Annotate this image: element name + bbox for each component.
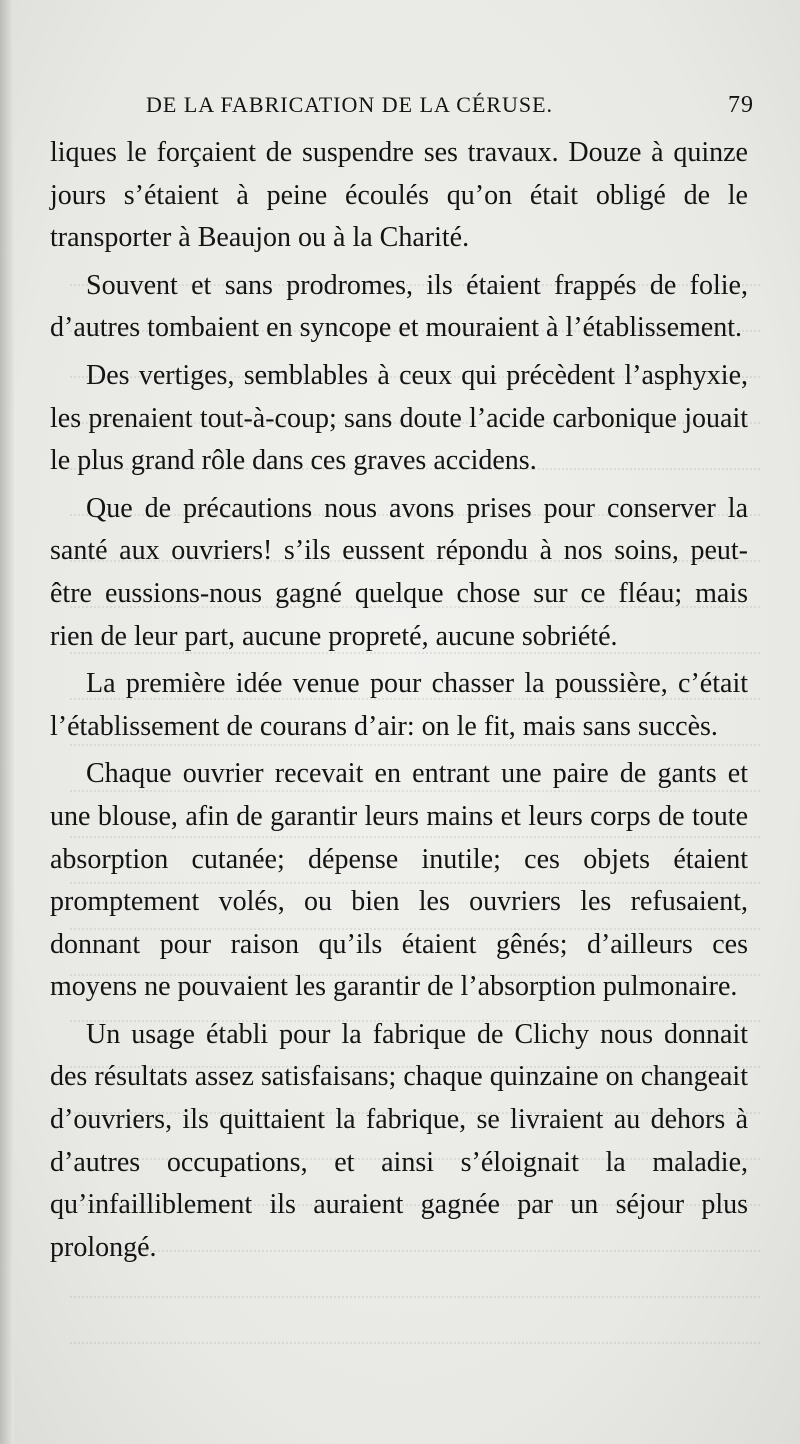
paragraph: liques le forçaient de suspendre ses travaux. Douze à quinze jours s’étaient à peine écoulés qu’on était obligé de le transporter à Beaujon ou à la Charité. (50, 137, 748, 254)
paragraph: Que de précautions nous avons prises pour conserver la santé aux ouvriers! s’ils eussent répondu à nos soins, peut-être eussions-nous gagné quelque chose sur ce fléau; mais rien de leur part, aucune propreté, aucune sobriété. (50, 492, 748, 652)
paragraph: Un usage établi pour la fabrique de Clichy nous donnait des résultats assez satisfaisans; chaque quinzaine on changeait d’ouvriers, ils quittaient la fabrique, se livraient au dehors à d’autres occupations, et ainsi s’éloignait la maladie, qu’infailliblement ils auraient gagnée par un séjour plus prolongé. (50, 1018, 748, 1263)
page-gutter-shadow (0, 0, 14, 1444)
running-title: DE LA FABRICATION DE LA CÉRUSE. (146, 92, 554, 117)
page-body-text (50, 132, 748, 1274)
paragraph: Chaque ouvrier recevait en entrant une paire de gants et une blouse, afin de garantir leurs mains et leurs corps de toute absorption cutanée; dépense inutile; ces objets étaient promptement volés, ou bien les ouvriers les refusaient, donnant pour raison qu’ils étaient gênés; d’ailleurs ces moyens ne pouvaient les garantir de l’absorption pulmonaire. (50, 758, 748, 1003)
paragraph: Souvent et sans prodromes, ils étaient frappés de folie, d’autres tombaient en syncope et mouraient à l’établissement. (50, 269, 748, 344)
paragraph: Des vertiges, semblables à ceux qui précèdent l’asphyxie, les prenaient tout-à-coup; sans doute l’acide carbonique jouait le plus grand rôle dans ces graves accidens. (50, 359, 748, 477)
running-header (140, 92, 754, 126)
page-number: 79 (728, 92, 754, 118)
paragraph: La première idée venue pour chasser la poussière, c’était l’établissement de courans d’air: on le fit, mais sans succès. (50, 668, 748, 742)
